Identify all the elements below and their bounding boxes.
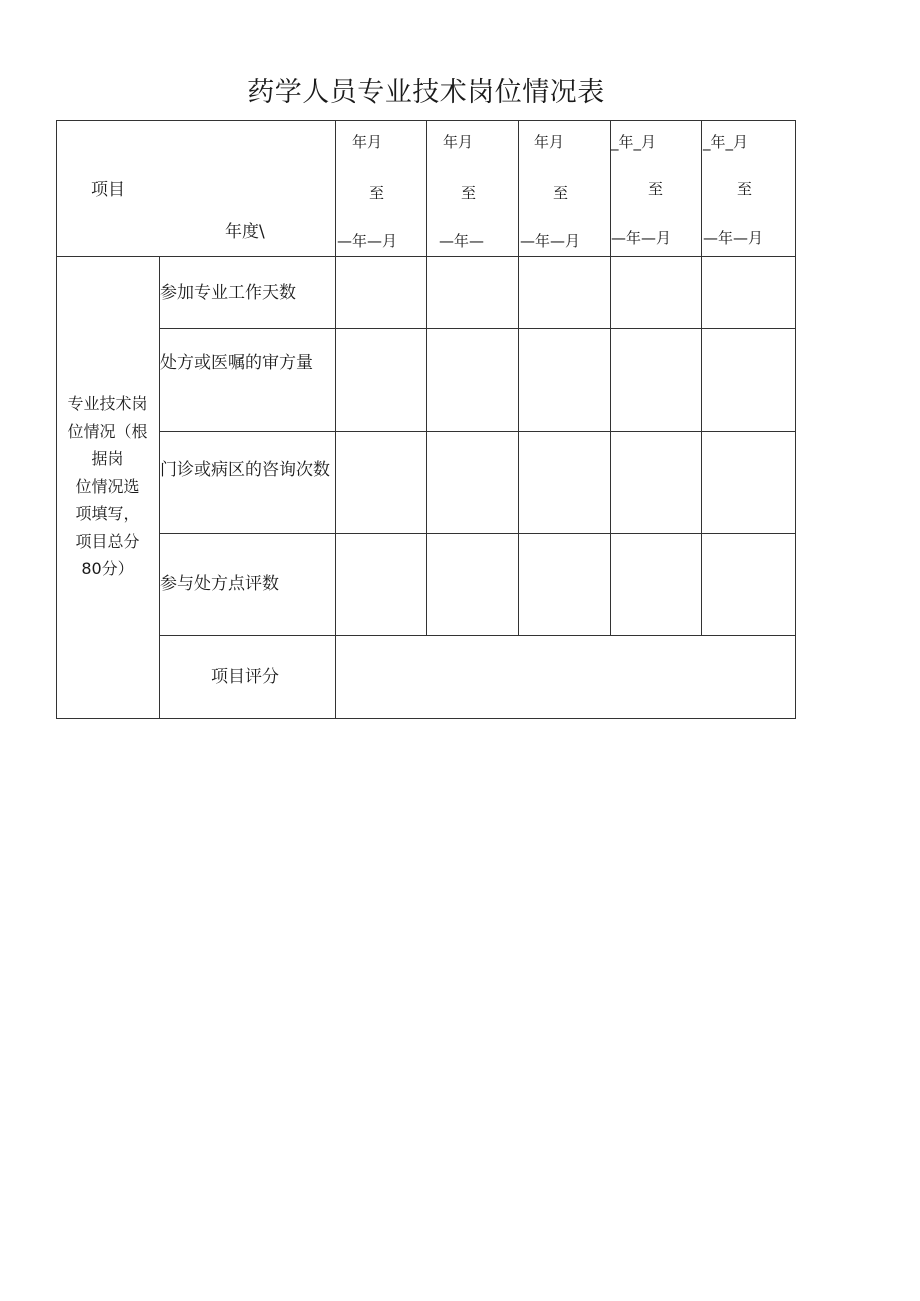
- period-5-end: —年—月: [703, 229, 764, 247]
- section-label-line: 80分）: [81, 559, 134, 578]
- period-4-to: 至: [648, 180, 664, 198]
- period-2-end: —年—: [439, 232, 485, 250]
- divider: [701, 120, 702, 635]
- divider: [335, 120, 336, 719]
- period-3-to: 至: [553, 184, 569, 202]
- period-1-to: 至: [369, 184, 385, 202]
- divider: [426, 120, 427, 635]
- row-label-work-days: 参加专业工作天数: [160, 283, 296, 303]
- section-label-line: 项目总分: [75, 531, 140, 551]
- period-4-start: _年_月: [611, 133, 657, 151]
- section-label-line: 项填写，: [75, 504, 140, 523]
- period-2-to: 至: [461, 184, 477, 202]
- year-header-label: 年度\: [225, 222, 265, 242]
- period-4-end: —年—月: [611, 229, 672, 247]
- period-5-start: _年_月: [703, 133, 749, 151]
- section-label-line: 据岗: [91, 449, 124, 468]
- post-info-table: [56, 120, 796, 719]
- period-5-to: 至: [737, 180, 753, 198]
- divider: [518, 120, 519, 635]
- period-3-end: —年—月: [520, 232, 581, 250]
- divider: [159, 328, 796, 329]
- section-label-line: 位情况（根: [67, 421, 148, 441]
- period-1-end: —年—月: [337, 232, 398, 250]
- divider: [610, 120, 611, 635]
- divider: [159, 533, 796, 534]
- divider: [56, 256, 796, 257]
- divider: [159, 431, 796, 432]
- period-3-start: 年月: [534, 133, 565, 151]
- row-label-review-count: 处方或医嘱的审方量: [160, 353, 313, 373]
- row-label-evaluation-count: 参与处方点评数: [160, 574, 279, 594]
- section-label: [56, 390, 159, 583]
- score-label: 项目评分: [211, 667, 279, 687]
- page-title: 药学人员专业技术岗位情况表: [247, 77, 605, 108]
- section-label-line: 专业技术岗: [67, 394, 148, 413]
- section-label-line: 位情况选: [75, 476, 140, 496]
- period-1-start: 年月: [352, 133, 383, 151]
- divider: [159, 635, 796, 636]
- item-header-label: 项目: [91, 180, 125, 200]
- period-2-start: 年月: [443, 133, 474, 151]
- row-label-consult-count: 门诊或病区的咨询次数: [160, 460, 330, 480]
